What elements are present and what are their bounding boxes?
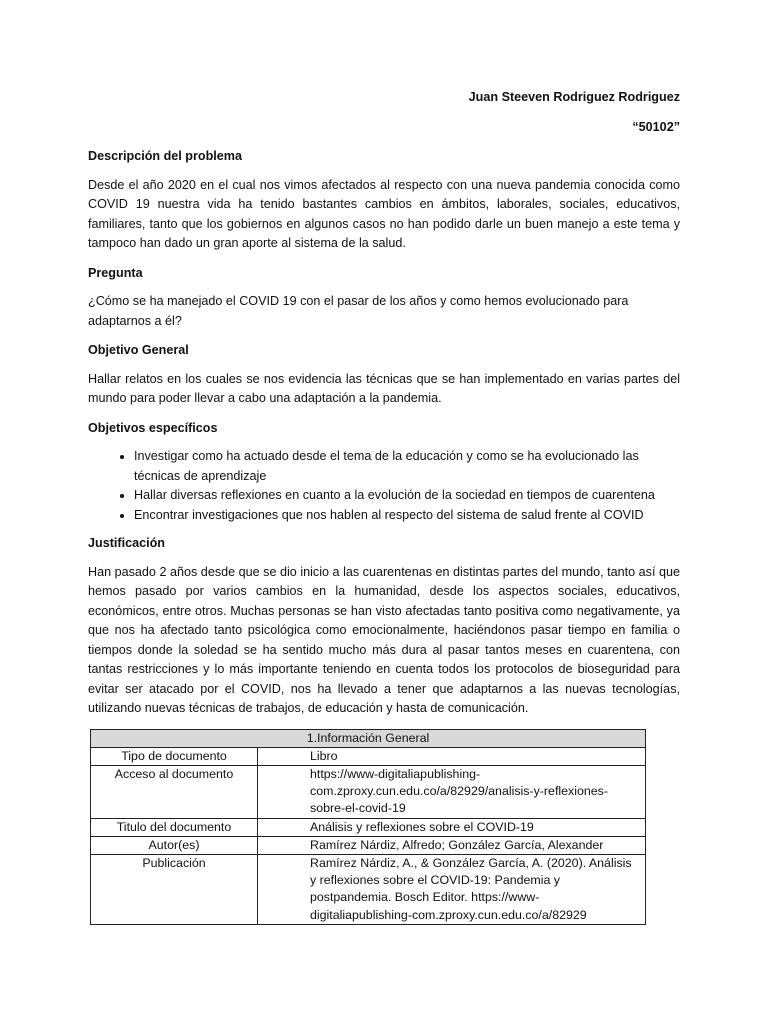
table-header-row	[91, 729, 646, 747]
row-label: Publicación	[91, 854, 258, 924]
row-value: Ramírez Nárdiz, Alfredo; González García, Alexander	[258, 836, 646, 854]
row-value-link[interactable]: https://www-digitaliapublishing-com.zproxy.cun.edu.co/a/82929/analisis-y-reflexiones-sobre-el-covid-19	[258, 765, 646, 818]
row-label: Autor(es)	[91, 836, 258, 854]
table-row	[91, 836, 646, 854]
section-title-descripcion: Descripción del problema	[88, 149, 242, 163]
row-label: Acceso al documento	[91, 765, 258, 818]
section-title-justificacion: Justificación	[88, 536, 165, 550]
section-text-justificacion: Han pasado 2 años desde que se dio inicio a las cuarentenas en distintas partes del mundo, tanto así que hemos pasado por varios cambios en la humanidad, desde los aspectos sociales, educativos, económicos, entre otros. Muchas personas se han visto afectadas tanto positiva como negativamente, ya que nos ha afectado tanto psicológica como emocionalmente, haciéndonos pasar tiempo en familia o tiempos donde la soledad se ha sentido mucho más dura al pasar tantos meses en cuarentena, con tantas restricciones y lo más importante teniendo en cuenta todos los protocolos de bioseguridad para evitar ser atacado por el COVID, nos ha llevado a tener que adaptarnos a las nuevas tecnologías, utilizando nuevas técnicas de trabajos, de educación y hasta de comunicación.	[88, 564, 680, 715]
row-value: Ramírez Nárdiz, A., & González García, A. (2020). Análisis y reflexiones sobre el COVID-19: Pandemia y postpandemia. Bosch Editor. https://www-digitaliapublishing-com.zproxy.cun.edu.co/a/82929	[258, 854, 646, 924]
list-item: • Hallar diversas reflexiones en cuanto a la evolución de la sociedad en tiempos de cuarentena	[134, 486, 680, 506]
list-item: • Investigar como ha actuado desde el tema de la educación y como se ha evolucionado las técnicas de aprendizaje	[134, 447, 680, 486]
list-item: • Encontrar investigaciones que nos hablen al respecto del sistema de salud frente al COVID	[134, 506, 680, 526]
table-row	[91, 765, 646, 818]
row-value: Análisis y reflexiones sobre el COVID-19	[258, 818, 646, 836]
section-title-objetivos-especificos: Objetivos específicos	[88, 420, 218, 435]
row-label: Tipo de documento	[91, 747, 258, 765]
section-text-objetivo-general: Hallar relatos en los cuales se nos evidencia las técnicas que se han implementado en varias partes del mundo para poder llevar a cabo una adaptación a la pandemia.	[88, 371, 680, 405]
objetivos-list	[88, 447, 680, 525]
info-table	[90, 729, 646, 925]
table-row	[91, 854, 646, 924]
author-name: Juan Steeven Rodriguez Rodriguez	[468, 90, 680, 104]
table-row	[91, 747, 646, 765]
section-text-descripcion: Desde el año 2020 en el cual nos vimos afectados al respecto con una nueva pandemia conocida como COVID 19 nuestra vida ha tenido bastantes cambios en ámbitos, laborales, sociales, educativos, familiares, tanto que los gobiernos en algunos casos no han podido darle un buen manejo a este tema y tampoco han dado un gran aporte al sistema de la salud.	[88, 177, 680, 250]
section-title-objetivo-general: Objetivo General	[88, 343, 189, 357]
section-title-pregunta: Pregunta	[88, 265, 143, 280]
section-text-pregunta: ¿Cómo se ha manejado el COVID 19 con el pasar de los años y como hemos evolucionado para adaptarnos a él?	[88, 294, 629, 328]
row-label: Titulo del documento	[91, 818, 258, 836]
row-value: Libro	[258, 747, 646, 765]
table-header: 1.Información General	[91, 729, 646, 747]
table-row	[91, 818, 646, 836]
student-code: “50102”	[632, 119, 680, 134]
